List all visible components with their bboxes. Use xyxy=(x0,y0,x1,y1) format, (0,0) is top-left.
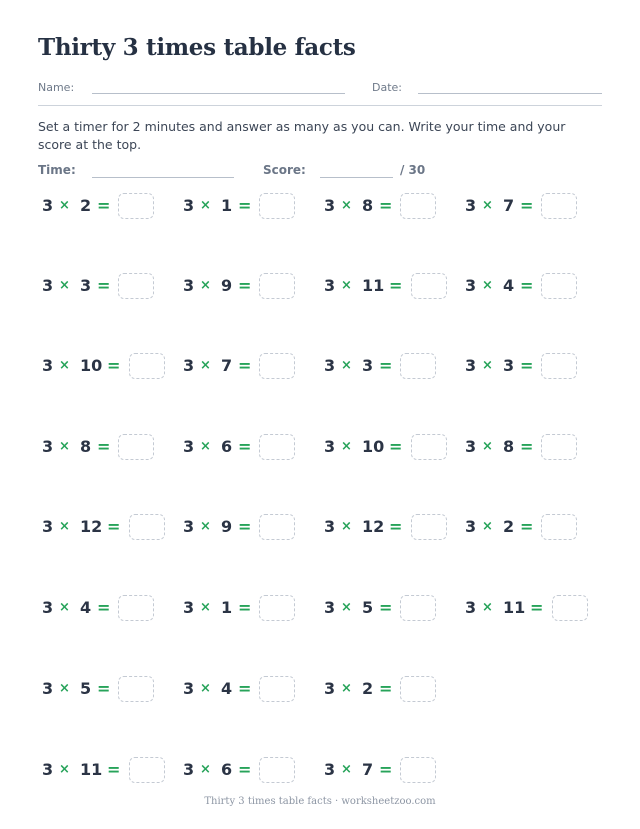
answer-box[interactable] xyxy=(259,273,295,299)
multiplier: 1 xyxy=(221,196,233,215)
multiplier: 12 xyxy=(80,517,103,536)
times-sign: × xyxy=(59,762,70,777)
answer-box[interactable] xyxy=(259,676,295,702)
problem-item xyxy=(324,757,454,783)
equals-sign: = xyxy=(389,517,403,536)
equals-sign: = xyxy=(238,437,252,456)
multiplicand: 3 xyxy=(183,598,195,617)
multiplier: 11 xyxy=(362,276,385,295)
multiplicand: 3 xyxy=(42,679,54,698)
times-sign: × xyxy=(200,358,211,373)
problem-item xyxy=(42,595,172,621)
problem-item xyxy=(42,434,172,460)
multiplicand: 3 xyxy=(42,356,54,375)
times-sign: × xyxy=(341,358,352,373)
time-label: Time: xyxy=(38,163,76,177)
multiplicand: 3 xyxy=(465,517,477,536)
times-sign: × xyxy=(200,519,211,534)
multiplicand: 3 xyxy=(183,517,195,536)
problem-item xyxy=(465,273,595,299)
multiplicand: 3 xyxy=(324,760,336,779)
multiplicand: 3 xyxy=(42,196,54,215)
multiplicand: 3 xyxy=(324,598,336,617)
problem-item xyxy=(465,193,595,219)
equals-sign: = xyxy=(238,276,252,295)
answer-box[interactable] xyxy=(400,193,436,219)
equals-sign: = xyxy=(97,437,111,456)
multiplier: 2 xyxy=(503,517,515,536)
problem-item xyxy=(465,434,595,460)
answer-box[interactable] xyxy=(129,514,165,540)
multiplier: 2 xyxy=(80,196,92,215)
equals-sign: = xyxy=(97,598,111,617)
problem-item xyxy=(183,514,313,540)
multiplier: 7 xyxy=(362,760,374,779)
multiplicand: 3 xyxy=(324,679,336,698)
times-sign: × xyxy=(482,519,493,534)
multiplicand: 3 xyxy=(324,356,336,375)
multiplicand: 3 xyxy=(183,276,195,295)
name-label: Name: xyxy=(38,81,75,94)
answer-box[interactable] xyxy=(118,595,154,621)
multiplicand: 3 xyxy=(324,276,336,295)
date-field[interactable] xyxy=(418,93,602,94)
problem-item xyxy=(465,514,595,540)
footer: Thirty 3 times table facts · worksheetzoo.com xyxy=(204,796,436,807)
equals-sign: = xyxy=(520,356,534,375)
multiplicand: 3 xyxy=(465,437,477,456)
answer-box[interactable] xyxy=(118,676,154,702)
multiplicand: 3 xyxy=(465,598,477,617)
multiplicand: 3 xyxy=(324,517,336,536)
multiplier: 2 xyxy=(362,679,374,698)
times-sign: × xyxy=(341,600,352,615)
problem-item xyxy=(42,757,172,783)
times-sign: × xyxy=(482,600,493,615)
answer-box[interactable] xyxy=(541,514,577,540)
problem-item xyxy=(42,514,172,540)
equals-sign: = xyxy=(107,760,121,779)
multiplicand: 3 xyxy=(42,437,54,456)
answer-box[interactable] xyxy=(118,434,154,460)
multiplier: 7 xyxy=(221,356,233,375)
answer-box[interactable] xyxy=(411,514,447,540)
equals-sign: = xyxy=(379,760,393,779)
problem-item xyxy=(465,595,595,621)
problem-item xyxy=(465,353,595,379)
answer-box[interactable] xyxy=(259,514,295,540)
answer-box[interactable] xyxy=(259,757,295,783)
multiplicand: 3 xyxy=(42,276,54,295)
multiplier: 9 xyxy=(221,276,233,295)
equals-sign: = xyxy=(389,437,403,456)
times-sign: × xyxy=(59,439,70,454)
times-sign: × xyxy=(341,762,352,777)
times-sign: × xyxy=(59,600,70,615)
times-sign: × xyxy=(59,278,70,293)
equals-sign: = xyxy=(389,276,403,295)
multiplier: 6 xyxy=(221,437,233,456)
times-sign: × xyxy=(200,278,211,293)
multiplier: 3 xyxy=(503,356,515,375)
equals-sign: = xyxy=(107,356,121,375)
equals-sign: = xyxy=(520,437,534,456)
multiplicand: 3 xyxy=(183,356,195,375)
multiplier: 4 xyxy=(503,276,515,295)
equals-sign: = xyxy=(379,679,393,698)
times-sign: × xyxy=(200,762,211,777)
multiplier: 12 xyxy=(362,517,385,536)
equals-sign: = xyxy=(238,598,252,617)
times-sign: × xyxy=(341,681,352,696)
multiplier: 4 xyxy=(80,598,92,617)
times-sign: × xyxy=(200,600,211,615)
multiplier: 11 xyxy=(80,760,103,779)
problem-item xyxy=(42,273,172,299)
times-sign: × xyxy=(482,278,493,293)
times-sign: × xyxy=(59,519,70,534)
multiplicand: 3 xyxy=(183,196,195,215)
answer-box[interactable] xyxy=(411,273,447,299)
name-field[interactable] xyxy=(92,93,345,94)
multiplier: 5 xyxy=(362,598,374,617)
answer-box[interactable] xyxy=(259,353,295,379)
times-sign: × xyxy=(59,358,70,373)
problem-item xyxy=(324,273,454,299)
header-divider xyxy=(38,105,602,106)
equals-sign: = xyxy=(379,356,393,375)
multiplier: 3 xyxy=(80,276,92,295)
multiplier: 8 xyxy=(80,437,92,456)
score-total: / 30 xyxy=(400,163,426,177)
equals-sign: = xyxy=(379,598,393,617)
equals-sign: = xyxy=(238,679,252,698)
equals-sign: = xyxy=(520,276,534,295)
multiplicand: 3 xyxy=(42,598,54,617)
multiplier: 6 xyxy=(221,760,233,779)
problem-item xyxy=(324,434,454,460)
answer-box[interactable] xyxy=(259,595,295,621)
times-sign: × xyxy=(482,198,493,213)
times-sign: × xyxy=(200,439,211,454)
multiplicand: 3 xyxy=(465,356,477,375)
equals-sign: = xyxy=(238,356,252,375)
equals-sign: = xyxy=(238,760,252,779)
problem-item xyxy=(183,595,313,621)
answer-box[interactable] xyxy=(541,193,577,219)
problem-item xyxy=(42,676,172,702)
date-label: Date: xyxy=(372,81,402,94)
multiplier: 7 xyxy=(503,196,515,215)
times-sign: × xyxy=(200,681,211,696)
multiplier: 9 xyxy=(221,517,233,536)
multiplicand: 3 xyxy=(324,196,336,215)
multiplicand: 3 xyxy=(183,679,195,698)
equals-sign: = xyxy=(107,517,121,536)
answer-box[interactable] xyxy=(541,434,577,460)
answer-box[interactable] xyxy=(400,676,436,702)
time-field[interactable] xyxy=(92,177,234,178)
equals-sign: = xyxy=(97,679,111,698)
answer-box[interactable] xyxy=(411,434,447,460)
answer-box[interactable] xyxy=(541,353,577,379)
multiplicand: 3 xyxy=(42,760,54,779)
multiplier: 4 xyxy=(221,679,233,698)
score-field[interactable] xyxy=(320,177,393,178)
problem-item xyxy=(324,353,454,379)
problem-item xyxy=(183,353,313,379)
answer-box[interactable] xyxy=(118,193,154,219)
score-label: Score: xyxy=(263,163,306,177)
times-sign: × xyxy=(482,439,493,454)
problem-item xyxy=(324,676,454,702)
equals-sign: = xyxy=(520,517,534,536)
multiplier: 3 xyxy=(362,356,374,375)
equals-sign: = xyxy=(97,276,111,295)
problem-item xyxy=(42,353,172,379)
answer-box[interactable] xyxy=(400,757,436,783)
multiplicand: 3 xyxy=(183,760,195,779)
problem-item xyxy=(42,193,172,219)
answer-box[interactable] xyxy=(552,595,588,621)
times-sign: × xyxy=(341,198,352,213)
answer-box[interactable] xyxy=(118,273,154,299)
multiplier: 1 xyxy=(221,598,233,617)
page-title: Thirty 3 times table facts xyxy=(38,34,356,61)
answer-box[interactable] xyxy=(400,595,436,621)
times-sign: × xyxy=(482,358,493,373)
multiplier: 10 xyxy=(362,437,385,456)
times-sign: × xyxy=(200,198,211,213)
problem-item xyxy=(183,757,313,783)
answer-box[interactable] xyxy=(541,273,577,299)
times-sign: × xyxy=(341,439,352,454)
multiplier: 11 xyxy=(503,598,526,617)
multiplicand: 3 xyxy=(183,437,195,456)
instructions: Set a timer for 2 minutes and answer as many as you can. Write your time and your score at the top. xyxy=(38,119,566,152)
multiplicand: 3 xyxy=(324,437,336,456)
answer-box[interactable] xyxy=(400,353,436,379)
times-sign: × xyxy=(341,278,352,293)
times-sign: × xyxy=(59,681,70,696)
multiplicand: 3 xyxy=(465,276,477,295)
times-sign: × xyxy=(59,198,70,213)
problem-item xyxy=(324,514,454,540)
multiplicand: 3 xyxy=(465,196,477,215)
problem-item xyxy=(324,595,454,621)
answer-box[interactable] xyxy=(129,757,165,783)
multiplier: 5 xyxy=(80,679,92,698)
equals-sign: = xyxy=(379,196,393,215)
problem-item xyxy=(183,434,313,460)
equals-sign: = xyxy=(520,196,534,215)
multiplier: 8 xyxy=(503,437,515,456)
problem-item xyxy=(324,193,454,219)
equals-sign: = xyxy=(97,196,111,215)
multiplier: 10 xyxy=(80,356,103,375)
multiplicand: 3 xyxy=(42,517,54,536)
equals-sign: = xyxy=(238,517,252,536)
problem-item xyxy=(183,676,313,702)
answer-box[interactable] xyxy=(259,434,295,460)
problem-item xyxy=(183,193,313,219)
answer-box[interactable] xyxy=(259,193,295,219)
multiplier: 8 xyxy=(362,196,374,215)
times-sign: × xyxy=(341,519,352,534)
problem-item xyxy=(183,273,313,299)
equals-sign: = xyxy=(530,598,544,617)
answer-box[interactable] xyxy=(129,353,165,379)
equals-sign: = xyxy=(238,196,252,215)
